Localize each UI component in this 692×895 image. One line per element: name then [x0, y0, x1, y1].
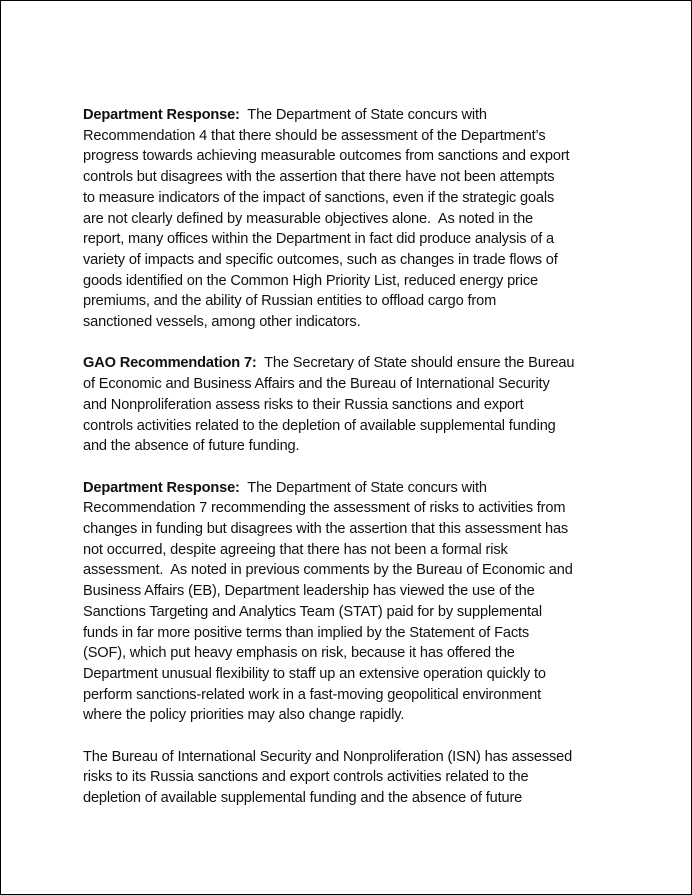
paragraph-lead: GAO Recommendation 7:	[83, 355, 257, 372]
text-line: Recommendation 4 that there should be assessment of the Department’s	[83, 127, 546, 144]
text-line: (SOF), which put heavy emphasis on risk, because it has offered the	[83, 645, 515, 662]
text-line: and Nonproliferation assess risks to their Russia sanctions and export	[83, 396, 524, 413]
text-line: assessment. As noted in previous comments by the Bureau of Economic and	[83, 562, 573, 579]
text-line: perform sanctions-related work in a fast-moving geopolitical environment	[83, 686, 542, 703]
text-line: Recommendation 7 recommending the assessment of risks to activities from	[83, 500, 566, 517]
text-line: The Bureau of International Security and Nonproliferation (ISN) has assessed	[83, 748, 573, 765]
text-line: sanctioned vessels, among other indicators.	[83, 314, 361, 331]
isn-assessment-paragraph	[83, 747, 623, 809]
paragraph-lead: Department Response:	[83, 107, 240, 123]
text-line: variety of impacts and specific outcomes, such as changes in trade flows of	[83, 251, 558, 268]
text-line: controls activities related to the depletion of available supplemental funding	[83, 417, 556, 434]
text-line: progress towards achieving measurable outcomes from sanctions and export	[83, 148, 570, 165]
text-line: Sanctions Targeting and Analytics Team (STAT) paid for by supplemental	[83, 603, 542, 620]
department-response-rec4	[83, 105, 623, 333]
gao-recommendation-7	[83, 353, 623, 457]
document-body	[83, 105, 623, 830]
text-line-content: The Department of State concurs with	[239, 107, 487, 123]
text-line: goods identified on the Common High Priority List, reduced energy price	[83, 272, 538, 289]
text-line-content: The Department of State concurs with	[239, 479, 487, 496]
text-line: premiums, and the ability of Russian entities to offload cargo from	[83, 293, 497, 310]
text-line: risks to its Russia sanctions and export controls activities related to the	[83, 769, 529, 786]
text-line	[83, 478, 623, 499]
paragraph-lead: Department Response:	[83, 479, 240, 496]
text-line: where the policy priorities may also change rapidly.	[83, 707, 405, 724]
text-line: to measure indicators of the impact of sanctions, even if the strategic goals	[83, 189, 555, 206]
text-line-content: The Secretary of State should ensure the Bureau	[256, 355, 575, 372]
text-line	[83, 353, 623, 374]
text-line: of Economic and Business Affairs and the Bureau of International Security	[83, 376, 550, 393]
text-line: Business Affairs (EB), Department leadership has viewed the use of the	[83, 583, 535, 600]
department-response-rec7	[83, 478, 623, 726]
text-line: funds in far more positive terms than implied by the Statement of Facts	[83, 624, 530, 641]
text-line: depletion of available supplemental funding and the absence of future	[83, 790, 523, 807]
text-line: controls but disagrees with the assertion that there have not been attempts	[83, 169, 555, 186]
text-line	[83, 105, 623, 126]
text-line: Department unusual flexibility to staff up an extensive operation quickly to	[83, 665, 546, 682]
text-line: report, many offices within the Department in fact did produce analysis of a	[83, 231, 554, 248]
text-line: and the absence of future funding.	[83, 438, 300, 455]
text-line: changes in funding but disagrees with the assertion that this assessment has	[83, 521, 569, 538]
text-line: are not clearly defined by measurable objectives alone. As noted in the	[83, 210, 534, 227]
text-line: not occurred, despite agreeing that there has not been a formal risk	[83, 541, 508, 558]
